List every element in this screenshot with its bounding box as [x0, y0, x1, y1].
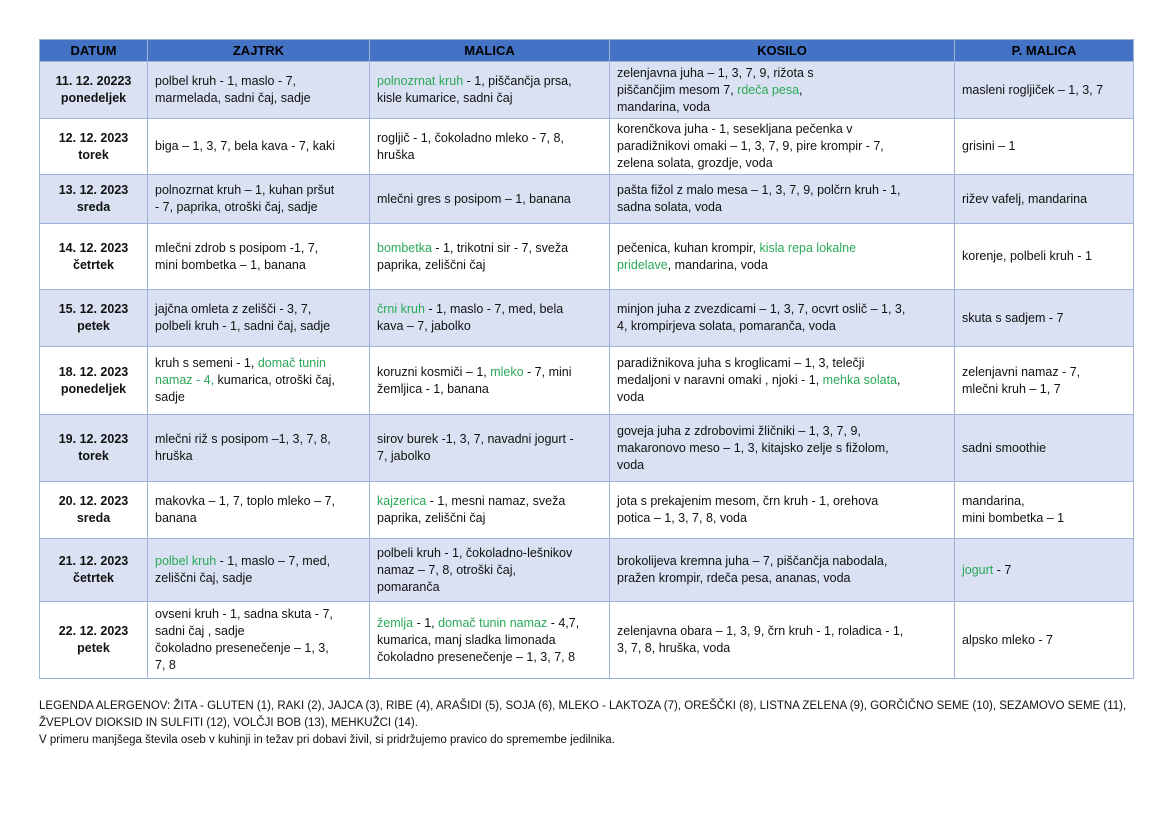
- meal-text: - 1,: [413, 615, 439, 630]
- meal-cell-zajtrk: [148, 415, 370, 482]
- meal-text: brokolijeva kremna juha – 7, piščančja nabodala, pražen krompir, rdeča pesa, ananas, voda: [617, 554, 888, 585]
- date-cell: [40, 539, 148, 602]
- menu-row: [40, 62, 1134, 119]
- meal-text: pašta fižol z malo mesa – 1, 3, 7, 9, polčrn kruh - 1, sadna solata, voda: [617, 183, 901, 214]
- date-label: 12. 12. 2023: [58, 130, 129, 145]
- date-cell: [40, 119, 148, 175]
- meal-cell-malica: [370, 290, 610, 347]
- date-label: 22. 12. 2023: [58, 624, 129, 638]
- meal-text: kruh s semeni - 1,: [155, 356, 258, 370]
- date-cell: [40, 290, 148, 347]
- day-label: petek: [77, 641, 110, 655]
- meal-text: jota s prekajenim mesom, črn kruh - 1, orehova potica – 1, 3, 7, 8, voda: [617, 494, 879, 525]
- meal-text: biga – 1, 3, 7, bela kava - 7, kaki: [155, 139, 335, 153]
- meal-cell-malica: [370, 415, 610, 482]
- day-label: četrtek: [73, 571, 114, 585]
- highlighted-item: kajzerica: [377, 494, 427, 508]
- meal-cell-malica: [370, 62, 610, 119]
- menu-row: [40, 347, 1134, 415]
- meal-text: rogljič - 1, čokoladno mleko - 7, 8, hruška: [377, 130, 564, 162]
- meal-text: goveja juha z zdrobovimi žličniki – 1, 3, 7, 9, makaronovo meso – 1, 3, kitajsko zelje s fižolom, voda: [617, 423, 889, 472]
- meal-text: polbeli kruh - 1, čokoladno-lešnikov namaz – 7, 8, otroški čaj, pomaranča: [377, 545, 573, 594]
- meal-cell-zajtrk: [148, 62, 370, 119]
- date-label: 15. 12. 2023: [58, 302, 129, 316]
- meal-text: mlečni riž s posipom –1, 3, 7, 8, hruška: [155, 432, 331, 463]
- meal-text: minjon juha z zvezdicami – 1, 3, 7, ocvrt oslič – 1, 3, 4, krompirjeva solata, pomaranča, voda: [617, 302, 906, 333]
- meal-text: paradižnikova juha s kroglicami – 1, 3, telečji medaljoni v naravni omaki , njoki - 1,: [617, 356, 865, 387]
- highlighted-item: domač tunin namaz - 4,: [155, 356, 326, 387]
- date-label: 21. 12. 2023: [58, 554, 129, 568]
- date-cell: [40, 224, 148, 290]
- meal-cell-malica: [370, 119, 610, 175]
- day-label: ponedeljek: [60, 91, 127, 105]
- meal-text: grisini – 1: [962, 139, 1016, 153]
- meal-cell-kosilo: [610, 415, 955, 482]
- day-label: torek: [78, 147, 109, 162]
- date-cell: [40, 175, 148, 224]
- meal-cell-zajtrk: [148, 602, 370, 679]
- highlighted-item: jogurt: [962, 562, 994, 577]
- highlighted-item: domač tunin namaz: [438, 615, 548, 630]
- menu-row: [40, 290, 1134, 347]
- meal-cell-kosilo: [610, 175, 955, 224]
- meal-text: mlečni zdrob s posipom -1, 7, mini bombetka – 1, banana: [155, 240, 319, 272]
- highlighted-item: bombetka: [377, 240, 432, 255]
- meal-cell-kosilo: [610, 290, 955, 347]
- meal-cell-pmalica: [955, 119, 1134, 175]
- day-label: sreda: [76, 200, 111, 214]
- meal-cell-kosilo: [610, 119, 955, 175]
- meal-cell-zajtrk: [148, 224, 370, 290]
- meal-cell-zajtrk: [148, 119, 370, 175]
- meal-text: polbel kruh - 1, maslo - 7, marmelada, sadni čaj, sadje: [155, 74, 311, 105]
- header-datum: DATUM: [40, 40, 148, 62]
- day-label: torek: [78, 449, 109, 463]
- meal-cell-zajtrk: [148, 482, 370, 539]
- meal-cell-kosilo: [610, 602, 955, 679]
- meal-cell-malica: [370, 347, 610, 415]
- header-zajtrk: ZAJTRK: [148, 40, 370, 62]
- meal-text: - 4,7, kumarica, manj sladka limonada čokoladno presenečenje – 1, 3, 7, 8: [377, 615, 580, 664]
- meal-text: korenčkova juha - 1, sesekljana pečenka v paradižnikovi omaki – 1, 3, 7, 9, pire krompir - 7, zelena solata, grozdje, voda: [617, 122, 884, 170]
- day-label: petek: [77, 319, 110, 333]
- highlighted-item: mehka solata: [822, 373, 898, 387]
- meal-text: zelenjavna juha – 1, 3, 7, 9, rižota s piščančjim mesom 7,: [617, 65, 814, 97]
- menu-row: [40, 119, 1134, 175]
- highlighted-item: mleko: [490, 364, 524, 379]
- meal-cell-pmalica: [955, 602, 1134, 679]
- meal-cell-zajtrk: [148, 290, 370, 347]
- meal-cell-kosilo: [610, 224, 955, 290]
- meal-text: - 1, maslo - 7, med, bela kava – 7, jabolko: [377, 302, 564, 333]
- meal-text: rižev vafelj, mandarina: [962, 191, 1088, 206]
- meal-cell-malica: [370, 602, 610, 679]
- meal-text: koruzni kosmiči – 1,: [377, 364, 491, 379]
- meal-text: jajčna omleta z zelišči - 3, 7, polbeli kruh - 1, sadni čaj, sadje: [155, 302, 331, 333]
- meal-text: - 7, mini žemljica - 1, banana: [377, 364, 572, 396]
- day-label: ponedeljek: [60, 381, 127, 396]
- date-cell: [40, 602, 148, 679]
- header-kosilo: KOSILO: [610, 40, 955, 62]
- meal-text: pečenica, kuhan krompir,: [617, 240, 760, 255]
- meal-cell-kosilo: [610, 539, 955, 602]
- highlighted-item: polnozrnat kruh: [377, 74, 464, 88]
- date-label: 19. 12. 2023: [58, 432, 129, 446]
- menu-row: [40, 539, 1134, 602]
- meal-text: - 1, maslo – 7, med, zeliščni čaj, sadje: [155, 554, 331, 585]
- meal-text: masleni rogljiček – 1, 3, 7: [962, 82, 1104, 97]
- meal-cell-kosilo: [610, 347, 955, 415]
- meal-text: - 1, trikotni sir - 7, sveža paprika, zeliščni čaj: [377, 240, 569, 272]
- meal-text: ovseni kruh - 1, sadna skuta - 7, sadni čaj , sadje čokoladno presenečenje – 1, 3, 7, 8: [155, 607, 333, 672]
- date-label: 20. 12. 2023: [58, 494, 129, 508]
- menu-row: [40, 602, 1134, 679]
- header-row: [40, 40, 1134, 62]
- meal-cell-zajtrk: [148, 175, 370, 224]
- date-cell: [40, 415, 148, 482]
- meal-text: skuta s sadjem - 7: [962, 310, 1064, 325]
- highlighted-item: polbel kruh: [155, 554, 217, 568]
- meal-cell-pmalica: [955, 224, 1134, 290]
- date-label: 11. 12. 20223: [55, 74, 132, 88]
- menu-row: [40, 175, 1134, 224]
- highlighted-item: črni kruh: [377, 302, 425, 316]
- meal-text: kumarica, otroški čaj, sadje: [155, 373, 335, 404]
- meal-text: alpsko mleko - 7: [962, 632, 1054, 647]
- highlighted-item: rdeča pesa: [737, 82, 800, 97]
- menu-table: [39, 39, 1134, 679]
- meal-cell-malica: [370, 224, 610, 290]
- meal-cell-pmalica: [955, 62, 1134, 119]
- meal-cell-zajtrk: [148, 539, 370, 602]
- date-cell: [40, 62, 148, 119]
- meal-cell-pmalica: [955, 415, 1134, 482]
- menu-body: [40, 62, 1134, 679]
- legend-allergens: LEGENDA ALERGENOV: ŽITA - GLUTEN (1), RAKI (2), JAJCA (3), RIBE (4), ARAŠIDI (5), SOJA (6), MLEKO - LAKTOZA (7), OREŠČKI (8), LISTNA ZELENA (9), GORČIČNO SEME (10), SEZAMOVO SEME (11), ŽVEPLOV DIOKSID IN SULFITI (12), VOLČJI BOB (13), MEHKUŽCI (14).: [39, 700, 1127, 729]
- header-p-malica: P. MALICA: [955, 40, 1134, 62]
- meal-cell-malica: [370, 482, 610, 539]
- date-cell: [40, 482, 148, 539]
- meal-cell-kosilo: [610, 62, 955, 119]
- meal-text: polnozrnat kruh – 1, kuhan pršut - 7, paprika, otroški čaj, sadje: [155, 183, 335, 214]
- meal-text: sirov burek -1, 3, 7, navadni jogurt - 7, jabolko: [377, 432, 574, 463]
- meal-cell-pmalica: [955, 539, 1134, 602]
- meal-cell-pmalica: [955, 175, 1134, 224]
- menu-row: [40, 415, 1134, 482]
- date-label: 18. 12. 2023: [58, 364, 129, 379]
- meal-text: makovka – 1, 7, toplo mleko – 7, banana: [155, 494, 335, 525]
- meal-cell-pmalica: [955, 347, 1134, 415]
- legend-disclaimer: V primeru manjšega števila oseb v kuhinji in težav pri dobavi živil, si pridržujemo pravico do spremembe jedilnika.: [39, 734, 615, 746]
- menu-row: [40, 482, 1134, 539]
- meal-text: mlečni gres s posipom – 1, banana: [377, 191, 571, 206]
- date-label: 13. 12. 2023: [58, 183, 129, 197]
- meal-text: zelenjavna obara – 1, 3, 9, črn kruh - 1, roladica - 1, 3, 7, 8, hruška, voda: [617, 624, 904, 655]
- meal-cell-pmalica: [955, 482, 1134, 539]
- meal-text: mandarina, mini bombetka – 1: [962, 494, 1065, 525]
- meal-cell-kosilo: [610, 482, 955, 539]
- meal-text: , mandarina, voda: [667, 257, 768, 272]
- date-cell: [40, 347, 148, 415]
- meal-cell-zajtrk: [148, 347, 370, 415]
- date-label: 14. 12. 2023: [58, 240, 129, 255]
- meal-cell-malica: [370, 175, 610, 224]
- highlighted-item: žemlja: [377, 615, 414, 630]
- day-label: četrtek: [73, 257, 114, 272]
- meal-text: korenje, polbeli kruh - 1: [962, 249, 1092, 263]
- header-malica: MALICA: [370, 40, 610, 62]
- meal-text: - 1, mesni namaz, sveža paprika, zeliščni čaj: [377, 494, 566, 525]
- meal-text: zelenjavni namaz - 7, mlečni kruh – 1, 7: [962, 364, 1081, 396]
- day-label: sreda: [76, 511, 111, 525]
- menu-row: [40, 224, 1134, 290]
- allergen-legend: [39, 698, 1133, 749]
- meal-text: - 1, piščančja prsa, kisle kumarice, sadni čaj: [377, 74, 572, 105]
- highlighted-item: kisla repa lokalne pridelave: [617, 240, 857, 272]
- meal-cell-pmalica: [955, 290, 1134, 347]
- meal-text: sadni smoothie: [962, 440, 1047, 455]
- meal-text: , mandarina, voda: [617, 82, 803, 114]
- meal-text: - 7: [993, 562, 1012, 577]
- meal-text: , voda: [617, 373, 901, 404]
- meal-cell-malica: [370, 539, 610, 602]
